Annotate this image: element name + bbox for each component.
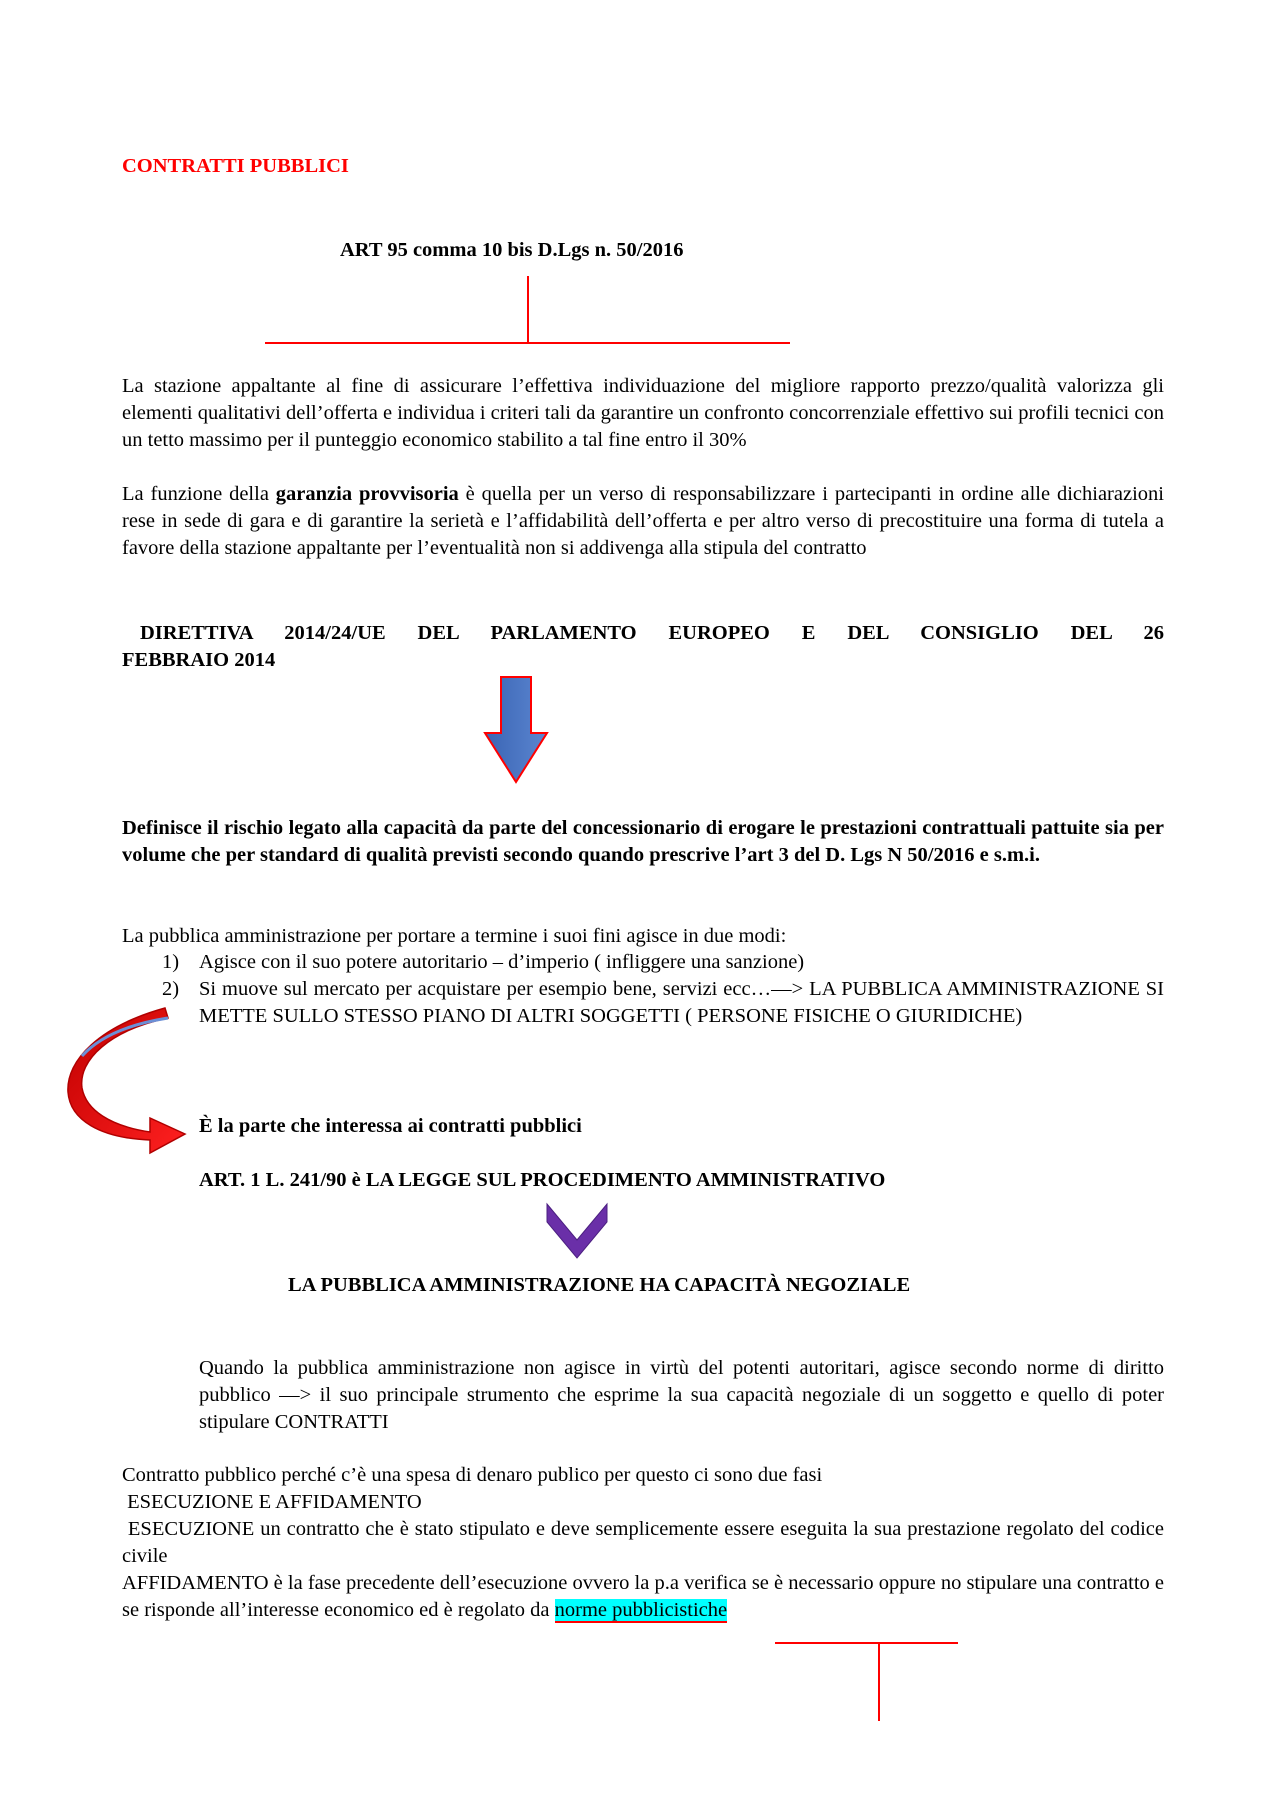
list-item-number: 2): [162, 978, 180, 1000]
law-heading: ART. 1 L. 241/90 è LA LEGGE SUL PROCEDIMENTO AMMINISTRATIVO: [199, 1169, 886, 1191]
public-contract-line: Contratto pubblico perché c’è una spesa di denaro publico per questo ci sono due fasi: [122, 1464, 823, 1486]
document-title: CONTRATTI PUBBLICI: [122, 155, 349, 177]
paragraph-weighting: La stazione appaltante al fine di assicurare l’effettiva individuazione del migliore rapporto prezzo/qualità valorizza gli elementi qualitativi dell’offerta e individua i criteri tali da garantire un confronto concorrenziale effettivo sui profili tecnici con un tetto massimo per il punteggio economico stabilito a tal fine entro il 30%: [122, 375, 1164, 451]
list-item-text: Si muove sul mercato per acquistare per esempio bene, servizi ecc…—> LA PUBBLICA AMMINISTRAZIONE SI METTE SULLO STESSO PIANO DI ALTRI SOGGETTI ( PERSONE FISICHE O GIURIDICHE): [199, 978, 1164, 1027]
guarantee-term: garanzia provvisoria: [275, 483, 459, 505]
interest-note: È la parte che interessa ai contratti pubblici: [199, 1115, 582, 1137]
execution-paragraph: ESECUZIONE un contratto che è stato stipulato e deve semplicemente essere eseguita la sua prestazione regolato del codice civile: [122, 1518, 1170, 1567]
modes-intro: La pubblica amministrazione per portare a termine i suoi fini agisce in due modi:: [122, 925, 787, 947]
risk-definition: Definisce il rischio legato alla capacità da parte del concessionario di erogare le prestazioni contrattuali pattuite sia per volume che per standard di qualità previsti secondo quando prescrive l’art 3 del D. Lgs N 50/2016 e s.m.i.: [122, 817, 1164, 866]
list-item-text: Agisce con il suo potere autoritario – d’imperio ( infliggere una sanzione): [199, 951, 805, 973]
paragraph-guarantee-body: è quella per un verso di responsabilizzare i partecipanti in ordine alle dichiarazioni rese in sede di gara e di garantire la serietà e l’affidabilità dell’offerta e per altro verso di precostituire una forma di tutela a favore della stazione appaltante per l’eventualità non si addivenga alla stipula del contratto: [122, 483, 1164, 559]
list-item-number: 1): [162, 951, 180, 973]
capacity-heading: LA PUBBLICA AMMINISTRAZIONE HA CAPACITÀ NEGOZIALE: [288, 1274, 911, 1296]
phases-line: ESECUZIONE E AFFIDAMENTO: [122, 1491, 422, 1513]
highlighted-term: norme pubblicistiche: [554, 1599, 728, 1621]
award-paragraph-text: AFFIDAMENTO è la fase precedente dell’esecuzione ovvero la p.a verifica se è necessario oppure no stipulare una contratto e se risponde all’interesse economico ed è regolato da: [122, 1572, 1164, 1621]
directive-heading-line1: DIRETTIVA 2014/24/UE DEL PARLAMENTO EUROPEO E DEL CONSIGLIO DEL 26: [140, 622, 1164, 644]
paragraph-guarantee-intro: La funzione della: [122, 483, 276, 505]
article-heading: ART 95 comma 10 bis D.Lgs n. 50/2016: [340, 239, 684, 261]
capacity-paragraph: Quando la pubblica amministrazione non agisce in virtù del potenti autoritari, agisce secondo norme di diritto pubblico —> il suo principale strumento che esprime la sua capacità negoziale di un soggetto e quello di poter stipulare CONTRATTI: [199, 1357, 1164, 1433]
directive-heading-line2: FEBBRAIO 2014: [122, 649, 276, 671]
